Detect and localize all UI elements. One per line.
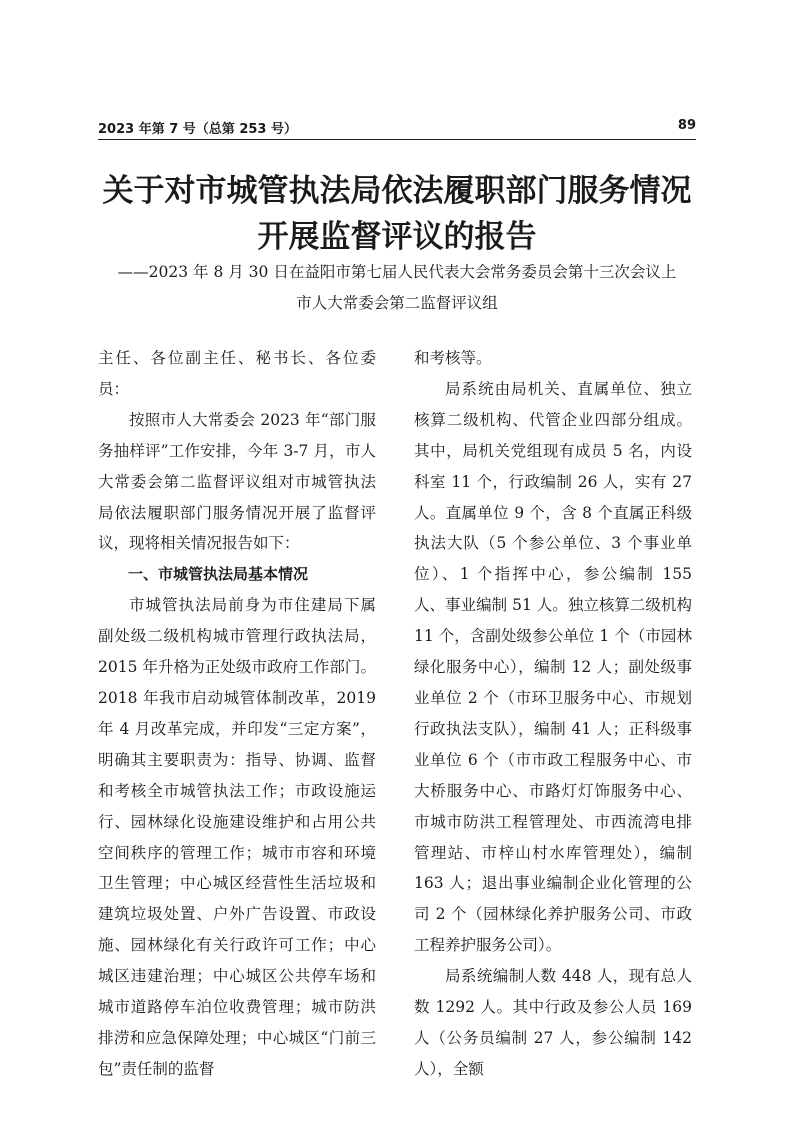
paragraph-history-continued: 和考核等。 bbox=[414, 349, 492, 367]
paragraph-staffing: 局系统编制人数 448 人，现有总人数 1292 人。其中行政及参公人员 169 人（公务员编制 27 人，参公编制 142 人），全额 bbox=[414, 967, 692, 1078]
title-line-1: 关于对市城管执法局依法履职部门服务情况 bbox=[102, 173, 692, 209]
left-column bbox=[98, 343, 376, 1085]
paragraph-history: 市城管执法局前身为市住建局下属副处级二级机构城市管理行政执法局，2015 年升格为正处级市政府工作部门。2018 年我市启动城管体制改革，2019 年 4 月改革完成，并印发“三定方案”，明确其主要职责为：指导、协调、监督和考核全市城管执法工作；市政设施运行、园林绿化设施建设维护和占用公共空间秩序的管理工作；城市市容和环境卫生管理；中心城区经营性生活垃圾和建筑垃圾处置、户外广告设置、市政设施、园林绿化有关行政许可工作；中心城区违建治理；中心城区公共停车场和城市道路停车泊位收费管理；城市防洪排涝和应急保障处理；中心城区“门前三包”责任制的监督 bbox=[98, 596, 376, 1078]
paragraph-intro: 按照市人大常委会 2023 年“部门服务抽样评”工作安排，今年 3-7 月，市人大常委会第二监督评议组对市城管执法局依法履职部门服务情况开展了监督评议，现将相关情况报告如下： bbox=[98, 410, 376, 553]
page-number: 89 bbox=[677, 118, 696, 133]
issue-label: 2023 年第 7 号（总第 253 号） bbox=[98, 122, 297, 137]
title-line-2: 开展监督评议的报告 bbox=[257, 219, 537, 255]
paragraph-structure: 局系统由局机关、直属单位、独立核算二级机构、代管企业四部分组成。其中，局机关党组现有成员 5 名，内设科室 11 个，行政编制 26 人，实有 27 人。直属单位 9 个，含 8 个直属正科级执法大队（5 个参公单位、3 个事业单位）、1 个指挥中心，参公编制 155 人、事业编制 51 人。独立核算二级机构 11 个，含副处级参公单位 1 个（市园林绿化服务中心），编制 12 人；副处级事业单位 2 个（市环卫服务中心、市规划行政执法支队），编制 41 人；正科级事业单位 6 个（市市政工程服务中心、市大桥服务中心、市路灯灯饰服务中心、市城市防洪工程管理处、市西流湾电排管理站、市梓山村水库管理处），编制 163 人；退出事业编制企业化管理的公司 2 个（园林绿化养护服务公司、市政工程养护服务公司）。 bbox=[414, 379, 692, 955]
report-subtitle bbox=[90, 257, 704, 319]
section-heading-1: 一、市城管执法局基本情况 bbox=[128, 565, 309, 584]
report-title bbox=[60, 168, 734, 260]
salutation: 主任、各位副主任、秘书长、各位委员： bbox=[98, 349, 376, 398]
right-column bbox=[414, 343, 692, 1085]
header-rule bbox=[98, 139, 696, 140]
subtitle-line-2: 市人大常委会第二监督评议组 bbox=[296, 294, 498, 312]
running-header bbox=[98, 116, 696, 138]
subtitle-line-1: ——2023 年 8 月 30 日在益阳市第七届人民代表大会常务委员会第十三次会议上 bbox=[117, 263, 677, 281]
